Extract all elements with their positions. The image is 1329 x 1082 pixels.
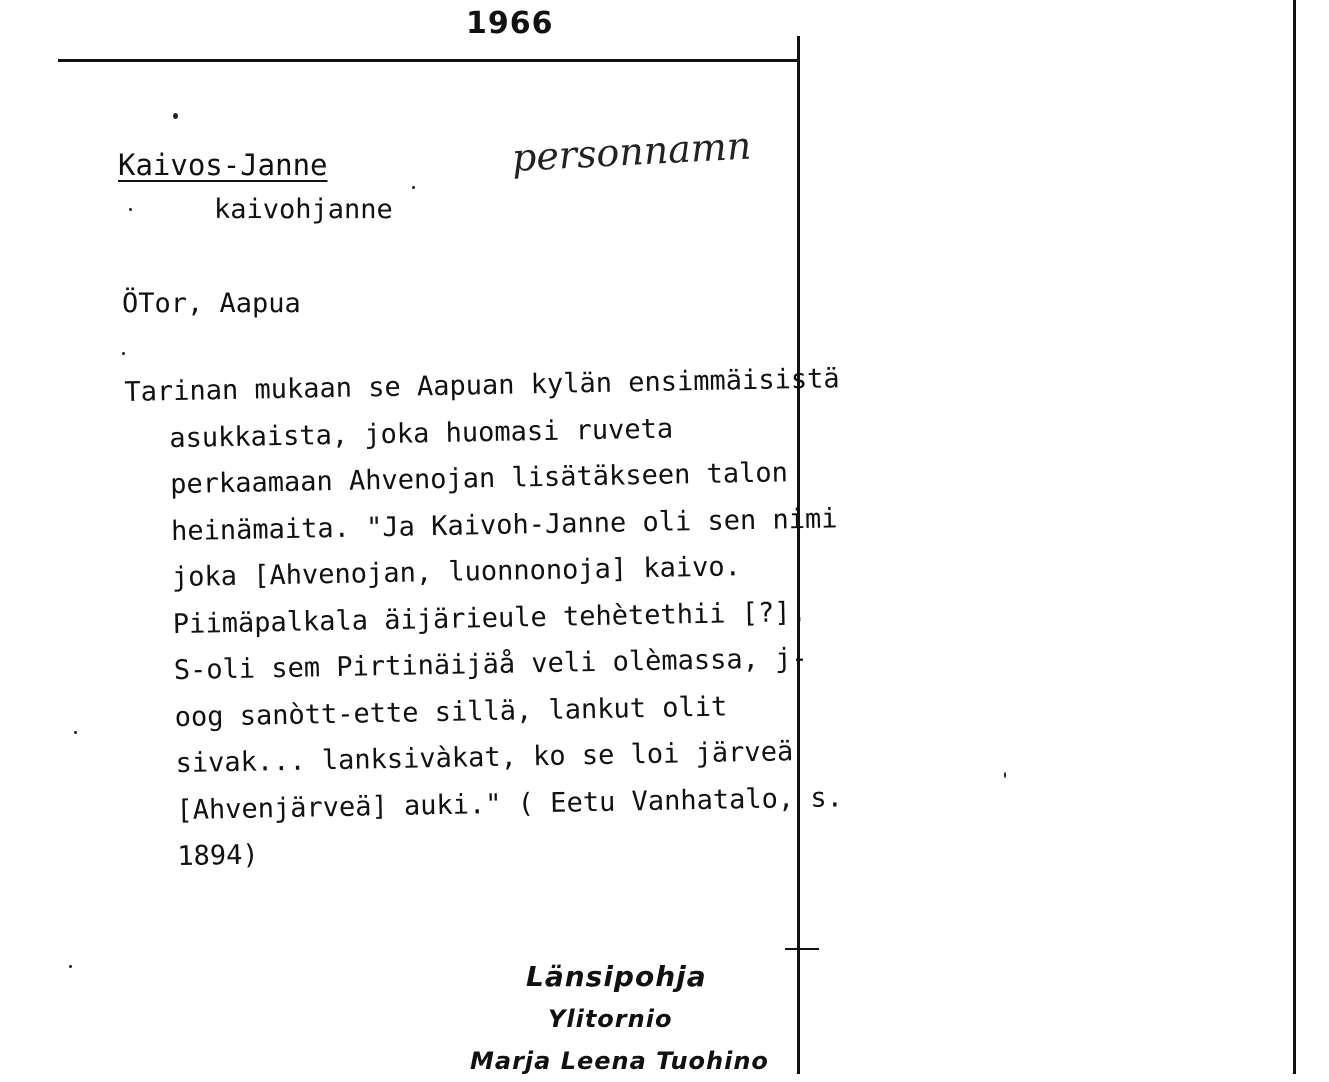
- ink-speck: [69, 965, 72, 968]
- margin-tick: [785, 948, 819, 950]
- headword: Kaivos-Janne: [118, 148, 328, 182]
- ink-speck: [74, 731, 77, 734]
- stamp-region: Länsipohja: [526, 960, 707, 993]
- dialect-form: kaivohjanne: [214, 194, 393, 225]
- ink-speck: [129, 208, 132, 211]
- story-text: Tarinan mukaan se Aapuan kylän ensimmäisistä asukkaista, joka huomasi ruveta perkaamaan Ahvenojan lisätäkseen talon heinämaita. "Ja Kaivoh-Janne oli sen nimi joka [Ahvenojan, luonnonoja] kaivo. Piimäpalkala äijärieule tehètethii [?]. S-oli sem Pirtinäijäå veli olèmassa, j-oog sanòtt-ette sillä, lankut olit sivak... lanksivàkat, ko se loi järveä [Ahvenjärveä] auki." ( Eetu Vanhatalo, s. 1894): [124, 363, 844, 873]
- collector-stamp: [470, 956, 810, 1082]
- card-number: 1966: [466, 6, 554, 41]
- top-divider: [58, 59, 800, 62]
- stamp-parish: Ylitornio: [548, 1005, 673, 1033]
- ink-speck: [412, 186, 415, 189]
- ink-speck: [173, 113, 178, 119]
- ink-speck: [122, 352, 125, 355]
- card-edge-line: [1293, 0, 1296, 1074]
- stamp-collector: Marja Leena Tuohino: [470, 1047, 769, 1075]
- place-name: ÖTor, Aapua: [122, 288, 301, 319]
- ink-speck: [1004, 772, 1006, 778]
- handwritten-category-note: personnamn: [510, 123, 753, 180]
